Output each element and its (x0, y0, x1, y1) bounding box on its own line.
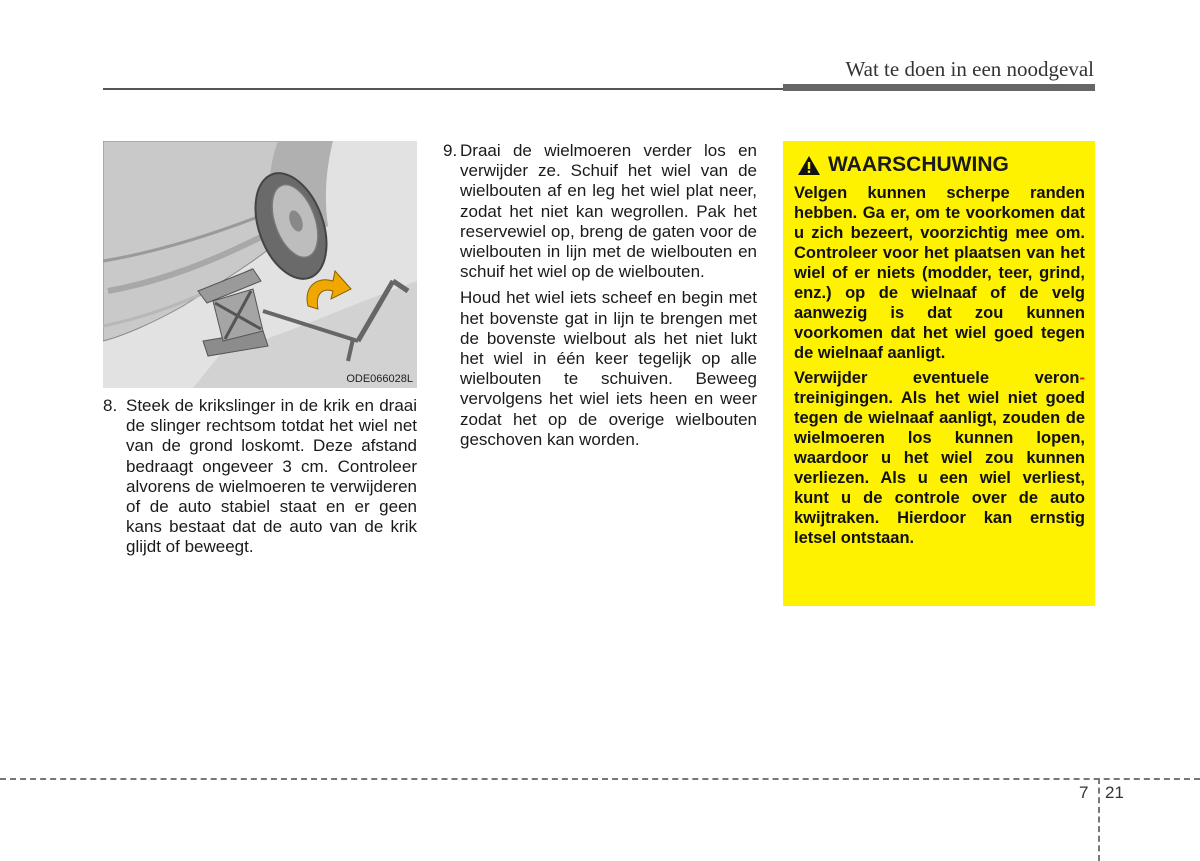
footer-page-divider (1098, 778, 1100, 861)
step-9-paragraph-2: Houd het wiel iets scheef en begin met het bovenste gat in lijn te brengen met de bovenste wielbout als het niet lukt het wiel in één keer tegelijk op alle wielbouten te schuiven. Beweeg vervolgens het wiel iets heen en weer zodat het op de overige wielbouten geschoven kan worden. (460, 288, 757, 449)
warning-triangle-icon (797, 155, 821, 176)
step-8-text: Steek de krikslinger in de krik en draai de slinger rechtsom totdat het wiel net van de grond loskomt. Deze afstand bedraagt ongeveer 3 cm. Controleer alvorens de wielmoeren te verwijderen of de auto stabiel staat en er geen kans bestaat dat de auto van de krik glijdt of beweegt. (126, 396, 417, 557)
step-8-number: 8. (103, 396, 118, 415)
warning-paragraph-2-rest: treinigingen. Als het wiel niet goed tegen de wielnaaf aanligt, zouden de wielmoeren los kunnen lopen, waardoor u het wiel zou kunnen verliezen. Als u een wiel verliest, kunt u de controle over de auto kwijtraken. Hierdoor kan ernstig letsel ontstaan. (794, 389, 1085, 547)
figure-code: ODE066028L (346, 373, 413, 385)
jack-illustration (103, 141, 417, 388)
warning-heading (794, 153, 1085, 177)
step-8 (103, 396, 417, 558)
header-title: Wat te doen in een noodgeval (845, 57, 1094, 81)
jack-drawing (103, 141, 417, 388)
column-2 (443, 141, 757, 450)
warning-hyphen: - (1079, 369, 1085, 387)
step-9-number: 9. (443, 141, 458, 160)
header-rule-accent (783, 84, 1095, 91)
page-number: 21 (1105, 783, 1124, 802)
step-9 (443, 141, 757, 282)
footer-dashed-rule (0, 778, 1200, 780)
chapter-number: 7 (1079, 783, 1089, 802)
warning-box (783, 141, 1095, 606)
warning-paragraph-1: Velgen kunnen scherpe randen hebben. Ga er, om te voorkomen dat u zich bezeert, voorzichtig mee om. Controleer voor het plaatsen van het wiel of er niets (modder, teer, grind, enz.) op de wielnaaf of de velg aanwezig is dat zou kunnen voorkomen dat het wiel goed tegen de wielnaaf aanligt. (794, 184, 1085, 362)
warning-paragraph-2-start: Verwijder eventuele veron (794, 369, 1080, 387)
step-9-text: Draai de wielmoeren verder los en verwijder ze. Schuif het wiel van de wielbouten af en leg het wiel plat neer, zodat het niet kan wegrollen. Pak het reservewiel op, breng de gaten voor de wielbouten in lijn met de wielbouten en schuif het wiel op de wielbouten. (460, 141, 757, 282)
header-rule (103, 88, 803, 90)
warning-paragraph-2 (794, 368, 1085, 548)
warning-title: WAARSCHUWING (828, 153, 1009, 176)
